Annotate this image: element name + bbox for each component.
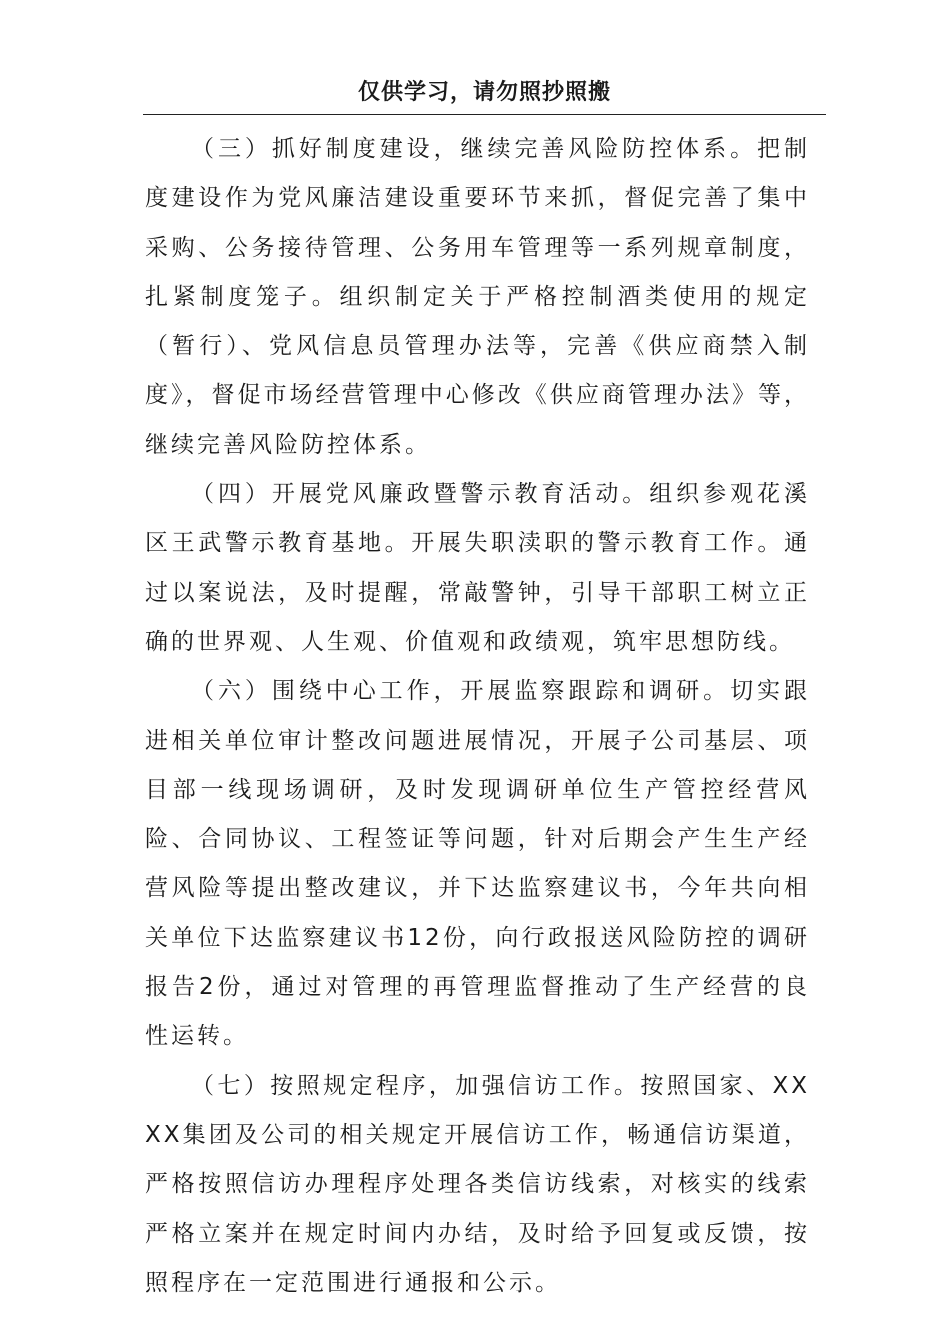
paragraph-warning-education: （四）开展党风廉政暨警示教育活动。组织参观花溪区王武警示教育基地。开展失职渎职的警示教育工作。通过以案说法，及时提醒，常敲警钟，引导干部职工树立正确的世界观、人生观、价值观和政绩观，筑牢思想防线。 [145, 481, 810, 655]
paragraph-petition-work: （七）按照规定程序，加强信访工作。按照国家、XXXX集团及公司的相关规定开展信访工作，畅通信访渠道，严格按照信访办理程序处理各类信访线索，对核实的线索严格立案并在规定时间内办结，及时给予回复或反馈，按照程序在一定范围进行通报和公示。 [145, 1072, 810, 1296]
paragraph-supervision-research: （六）围绕中心工作，开展监察跟踪和调研。切实跟进相关单位审计整改问题进展情况，开展子公司基层、项目部一线现场调研，及时发现调研单位生产管控经营风险、合同协议、工程签证等问题，针对后期会产生生产经营风险等提出整改建议，并下达监察建议书，今年共向相关单位下达监察建议书12份，向行政报送风险防控的调研报告2份，通过对管理的再管理监督推动了生产经营的良性运转。 [145, 678, 810, 1050]
paragraph-system-building: （三）抓好制度建设，继续完善风险防控体系。把制度建设作为党风廉洁建设重要环节来抓，督促完善了集中采购、公务接待管理、公务用车管理等一系列规章制度，扎紧制度笼子。组织制定关于严格控制酒类使用的规定（暂行）、党风信息员管理办法等，完善《供应商禁入制度》，督促市场经营管理中心修改《供应商管理办法》等，继续完善风险防控体系。 [145, 136, 810, 458]
page-header-title: 仅供学习，请勿照抄照搬 [357, 80, 611, 105]
header-divider [143, 114, 826, 115]
document-body [145, 125, 810, 1308]
